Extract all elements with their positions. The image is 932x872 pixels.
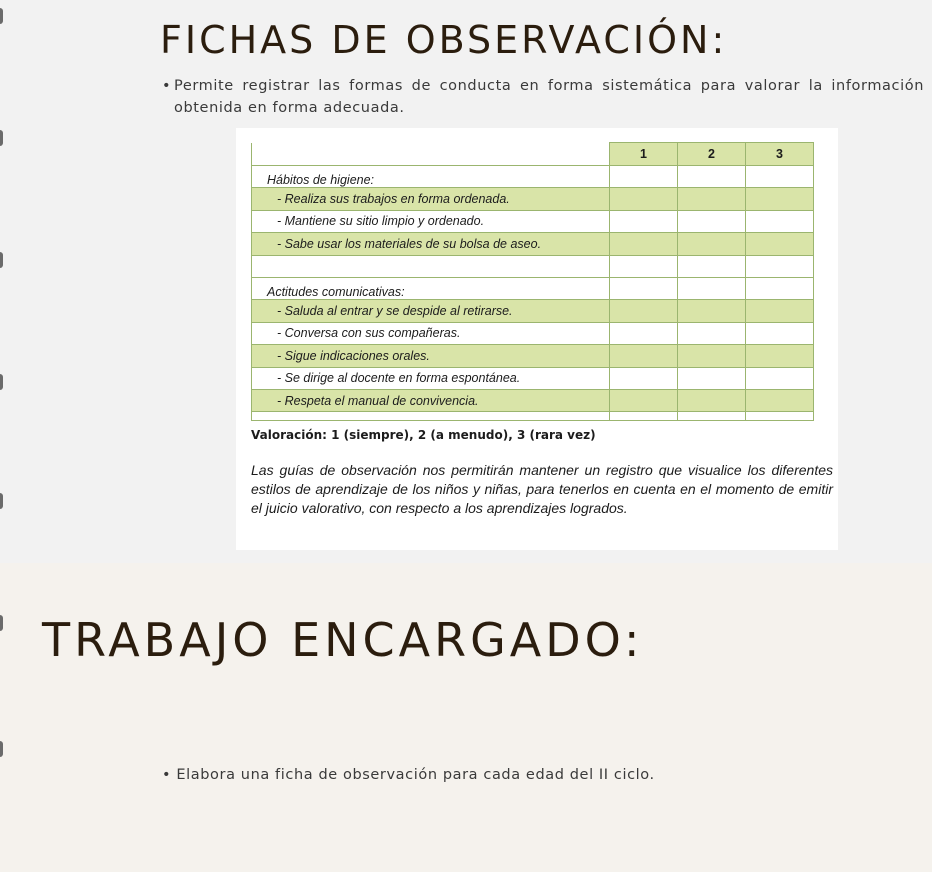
rating-cell [678, 300, 746, 322]
table-row [252, 300, 814, 322]
task-bullet [162, 767, 655, 783]
table-row [252, 233, 814, 255]
table-row [252, 188, 814, 210]
rating-cell [746, 210, 814, 232]
rating-cell [678, 322, 746, 344]
rating-cell [678, 188, 746, 210]
rating-cell [610, 345, 678, 367]
rating-cell [678, 255, 746, 277]
rating-cell [678, 277, 746, 299]
rating-cell [610, 300, 678, 322]
behavior-item: - Sigue indicaciones orales. [252, 345, 610, 367]
observation-paragraph: Las guías de observación nos permitirán mantener un registro que visualice los diferentes estilos de aprendizaje de los niños y niñas, para tenerlos en cuenta en el momento de emitir el juicio valorativo, con respecto a los aprendizajes logrados. [251, 462, 833, 516]
table-row [252, 255, 814, 277]
rating-cell [746, 277, 814, 299]
column-header: 2 [678, 143, 746, 166]
valoracion-text: Valoración: 1 (siempre), 2 (a menudo), 3 (rara vez) [251, 428, 596, 442]
margin-marker [0, 130, 3, 146]
bullet-description [162, 75, 924, 119]
rating-cell [610, 412, 678, 421]
rating-cell [610, 322, 678, 344]
column-header: 3 [746, 143, 814, 166]
table-row [252, 277, 814, 299]
behavior-item: - Se dirige al docente en forma espontánea. [252, 367, 610, 389]
task-text: Elabora una ficha de observación para cada edad del II ciclo. [176, 767, 655, 783]
rating-cell [678, 412, 746, 421]
rating-cell [746, 367, 814, 389]
rating-cell [746, 188, 814, 210]
rating-cell [610, 255, 678, 277]
column-header: 1 [610, 143, 678, 166]
observation-table [251, 142, 814, 421]
table-row [252, 389, 814, 411]
category-label: Actitudes comunicativas: [252, 277, 610, 299]
behavior-item [252, 255, 610, 277]
rating-cell [746, 322, 814, 344]
slide-trabajo [0, 563, 932, 872]
category-label: Hábitos de higiene: [252, 166, 610, 188]
page-title: FICHAS DE OBSERVACIÓN: [160, 18, 728, 62]
behavior-item: - Respeta el manual de convivencia. [252, 389, 610, 411]
rating-cell [746, 300, 814, 322]
rating-cell [610, 277, 678, 299]
table-end-cell [252, 412, 610, 421]
rating-cell [678, 345, 746, 367]
table-header-blank [252, 143, 610, 166]
behavior-item: - Mantiene su sitio limpio y ordenado. [252, 210, 610, 232]
rating-cell [610, 210, 678, 232]
bullet-marker: • [162, 78, 172, 94]
table-end-row [252, 412, 814, 421]
rating-cell [610, 233, 678, 255]
rating-cell [746, 166, 814, 188]
margin-marker [0, 741, 3, 757]
margin-marker [0, 8, 3, 24]
table-header-row [252, 143, 814, 166]
behavior-item: - Realiza sus trabajos en forma ordenada. [252, 188, 610, 210]
rating-cell [610, 367, 678, 389]
rating-cell [746, 389, 814, 411]
margin-marker [0, 374, 3, 390]
behavior-item: - Conversa con sus compañeras. [252, 322, 610, 344]
rating-cell [678, 367, 746, 389]
table-row [252, 166, 814, 188]
margin-marker [0, 252, 3, 268]
rating-cell [678, 233, 746, 255]
rating-cell [746, 233, 814, 255]
observation-sheet-image [236, 128, 838, 550]
table-row [252, 210, 814, 232]
rating-cell [610, 188, 678, 210]
bullet-marker: • [162, 767, 172, 783]
table-row [252, 367, 814, 389]
table-row [252, 345, 814, 367]
rating-cell [610, 166, 678, 188]
rating-cell [746, 345, 814, 367]
rating-cell [678, 210, 746, 232]
rating-cell [746, 255, 814, 277]
section-title: TRABAJO ENCARGADO: [42, 613, 644, 667]
margin-marker [0, 615, 3, 631]
behavior-item: - Sabe usar los materiales de su bolsa de aseo. [252, 233, 610, 255]
table-row [252, 322, 814, 344]
rating-cell [678, 166, 746, 188]
rating-cell [678, 389, 746, 411]
behavior-item: - Saluda al entrar y se despide al retirarse. [252, 300, 610, 322]
rating-cell [610, 389, 678, 411]
margin-marker [0, 493, 3, 509]
bullet-text: Permite registrar las formas de conducta en forma sistemática para valorar la información obtenida en forma adecuada. [174, 78, 924, 116]
rating-cell [746, 412, 814, 421]
